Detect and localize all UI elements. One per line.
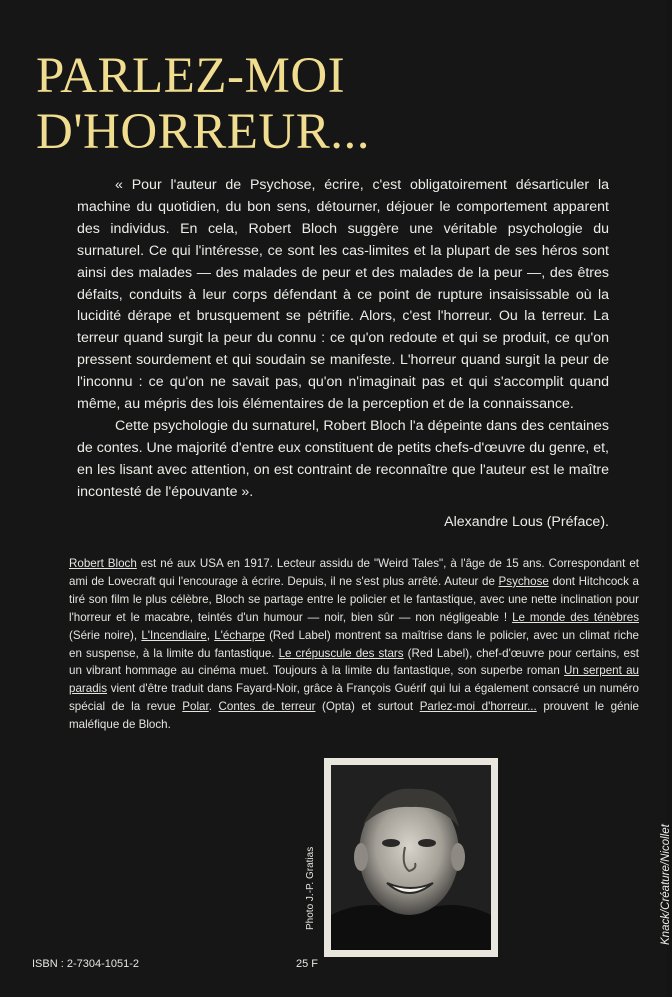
author-photo xyxy=(324,758,498,957)
title-line-2: D'HORREUR... xyxy=(36,104,370,160)
isbn: ISBN : 2-7304-1051-2 xyxy=(32,958,140,970)
bio-text: . xyxy=(208,700,219,714)
cover-art-credit: Knack/Créature/Nicollet xyxy=(660,824,672,945)
bio-text: (Red Label), chef-d'œuvre pour certains, est un vibrant hommage au cinéma muet. Toujours à la limite du fantastique, son superbe roman xyxy=(69,646,639,678)
bio-text: est né aux USA en 1917. Lecteur assidu de "Weird Tales", à l'âge de 15 ans. Correspondant et ami de Lovecraft qui l'encourage à écrire. Depuis, il ne s'est plus arrêté. Auteur de xyxy=(69,557,639,588)
bio-book-title: L'écharpe xyxy=(214,628,265,642)
bio-book-title: Polar xyxy=(182,700,209,714)
bio-text: (Opta) et surtout xyxy=(315,700,420,714)
author-biography xyxy=(69,555,639,734)
preface-paragraph-2: Cette psychologie du surnaturel, Robert Bloch l'a dépeinte dans des centaines de contes. Une majorité d'entre eux constituent de petits chefs-d'œuvre du genre, et, en les lisant avec attention, on est contraint de reconnaître que l'auteur est le maître incontesté de l'épouvante ». xyxy=(77,417,609,500)
price: 25 F xyxy=(296,958,319,970)
bio-book-title: Un serpent au paradis xyxy=(69,664,639,696)
author-portrait-image xyxy=(331,765,491,950)
portrait-illustration xyxy=(331,765,491,950)
bio-text: vient d'être traduit dans Fayard-Noir, grâce à François Guérif qui lui a également consacré un numéro spécial de la revue xyxy=(69,682,639,714)
bio-author-name: Robert Bloch xyxy=(69,557,137,570)
photo-credit: Photo J.-P. Gratias xyxy=(305,846,316,930)
bio-book-title: L'Incendiaire xyxy=(141,628,207,642)
bio-book-title: Contes de terreur xyxy=(218,700,316,714)
bio-text: (Série noire), xyxy=(69,628,142,642)
bio-book-title: Psychose xyxy=(498,574,549,588)
bio-text: , xyxy=(206,628,215,642)
bio-text: dont Hitchcock a tiré son film le plus célèbre, Bloch se partage entre le policier et le fantastique, avec une nette inclination pour l'horreur et le macabre, teintés d'un humour — noir, bien sûr — non négligeable ! xyxy=(69,574,639,624)
bio-book-title: Parlez-moi d'horreur... xyxy=(419,700,537,714)
preface-paragraph-1: « Pour l'auteur de Psychose, écrire, c'est obligatoirement désarticuler la machine du quotidien, du bon sens, détourner, déjouer le comportement apparent des individus. En cela, Robert Bloch suggère une véritable psychologie du surnaturel. Ce qui l'intéresse, ce sont les cas-limites et la plupart de ses héros sont ainsi des malades — des malades de peur et des malades de la peur —, des êtres défaits, conduits à leur corps défendant à ce point de rupture insaisissable où la lucidité dérape et brusquement se pétrifie. Alors, c'est l'horreur. Ou la terreur. La terreur quand surgit la peur du connu : ce qu'on redoute et qui se produit, ce qu'on pressent sourdement et qui soudain se manifeste. L'horreur quand surgit la peur de l'inconnu : ce qu'on ne savait pas, qu'on n'imaginait pas et qui s'accomplit quand même, au mépris des lois élémentaires de la perception et de la connaissance. xyxy=(77,177,609,413)
preface-signature: Alexandre Lous (Préface). xyxy=(444,513,609,530)
bio-text: (Red Label) montrent sa maîtrise dans le policier, avec un climat riche en suspense, à la limite du fantastique. xyxy=(69,628,639,660)
bio-book-title: Le monde des ténèbres xyxy=(512,610,639,624)
book-title xyxy=(36,48,596,160)
bio-text: prouvent le génie maléfique de Bloch. xyxy=(69,700,639,732)
bio-book-title: Le crépuscule des stars xyxy=(278,646,404,660)
preface-quote xyxy=(77,175,609,534)
title-line-1: PARLEZ-MOI xyxy=(36,48,346,104)
